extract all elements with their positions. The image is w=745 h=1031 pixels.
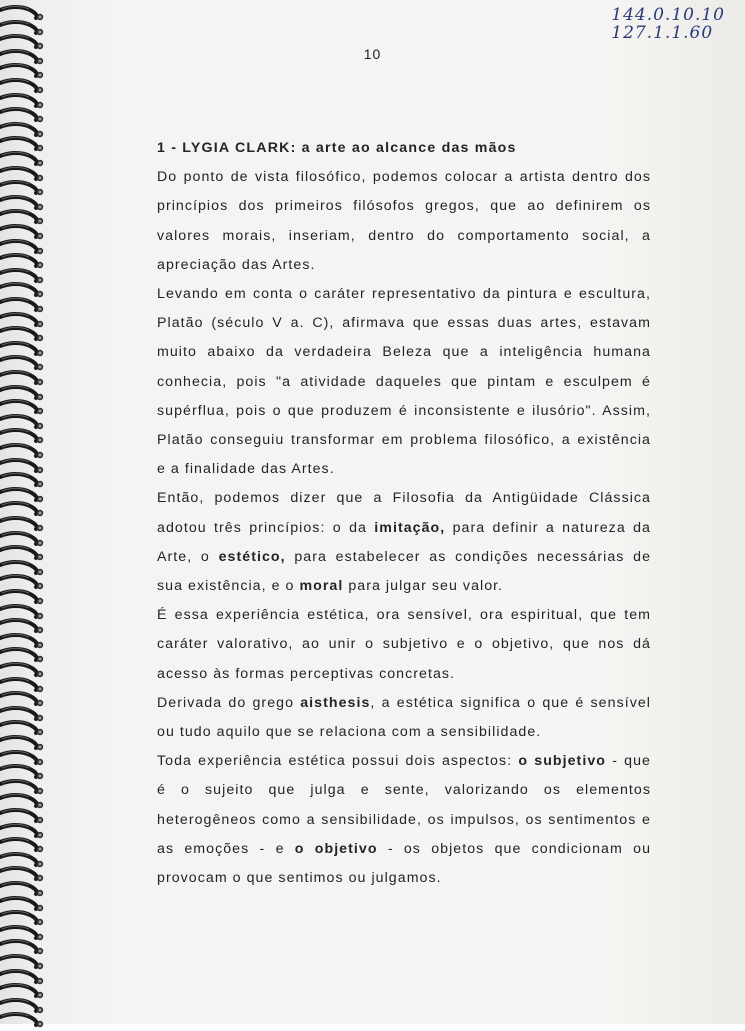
document-body bbox=[157, 134, 651, 893]
term-objetivo: o objetivo bbox=[294, 840, 378, 857]
paragraph-6-text: Toda experiência estética possui dois aspectos: bbox=[157, 753, 519, 770]
section-heading: 1 - LYGIA CLARK: a arte ao alcance das mãos bbox=[157, 140, 517, 156]
binding-ring bbox=[0, 1011, 58, 1031]
paragraph-2: Levando em conta o caráter representativo da pintura e escultura, Platão (século V a. C), afirmava que essas duas artes, estavam muito abaixo da verdadeira Beleza que a inteligência humana conhecia, pois "a atividade daqueles que pintam e esculpem é supérflua, pois o que produzem é inconsistente e ilusório". Assim, Platão conseguiu transformar em problema filosófico, a existência e a finalidade das Artes. bbox=[157, 286, 651, 478]
paragraph-3-text: para estabelecer as condições necessárias de sua existência, e o bbox=[157, 548, 652, 595]
paragraph-5 bbox=[157, 689, 651, 747]
annotation-line-1: 144.0.10.10 bbox=[611, 5, 725, 25]
handwritten-annotation bbox=[611, 6, 725, 42]
page-number: 10 bbox=[363, 46, 382, 62]
paragraph-6-text: - os objetos que condicionam ou provocam o que sentimos ou julgamos. bbox=[157, 840, 652, 887]
paragraph-4: É essa experiência estética, ora sensível, ora espiritual, que tem caráter valorativo, ao unir o subjetivo e o objetivo, que nos dá acesso às formas perceptivas concretas. bbox=[157, 607, 651, 682]
paragraph-1: Do ponto de vista filosófico, podemos colocar a artista dentro dos princípios dos primeiros filósofos gregos, que ao definirem os valores morais, inseriam, dentro do comportamento social, a apreciação das Artes. bbox=[157, 169, 651, 273]
paragraph-5-text: , a estética significa o que é sensível ou tudo aquilo que se relaciona com a sensibilidade. bbox=[157, 694, 651, 741]
spiral-binding bbox=[0, 0, 58, 1024]
paragraph-5-text: Derivada do grego bbox=[157, 694, 301, 711]
paragraph-6 bbox=[157, 747, 651, 893]
paragraph-3 bbox=[157, 484, 651, 601]
term-subjetivo: o subjetivo bbox=[518, 753, 606, 770]
paragraph-6-text: - que é o sujeito que julga e sente, valorizando os elementos heterogêneos como a sensibilidade, os impulsos, os sentimentos e as emoções - e bbox=[157, 753, 651, 857]
term-moral: moral bbox=[299, 578, 344, 595]
paragraph-3-text: Então, podemos dizer que a Filosofia da Antigüidade Clássica adotou três princípios: o da bbox=[157, 490, 651, 536]
term-estetico: estético, bbox=[218, 548, 286, 565]
paragraph-3-text: para julgar seu valor. bbox=[343, 578, 504, 595]
term-imitacao: imitação, bbox=[374, 519, 446, 536]
paragraph-3-text: para definir a natureza da Arte, o bbox=[157, 519, 651, 565]
term-aisthesis: aisthesis bbox=[300, 694, 371, 711]
annotation-line-2: 127.1.1.60 bbox=[611, 23, 714, 43]
